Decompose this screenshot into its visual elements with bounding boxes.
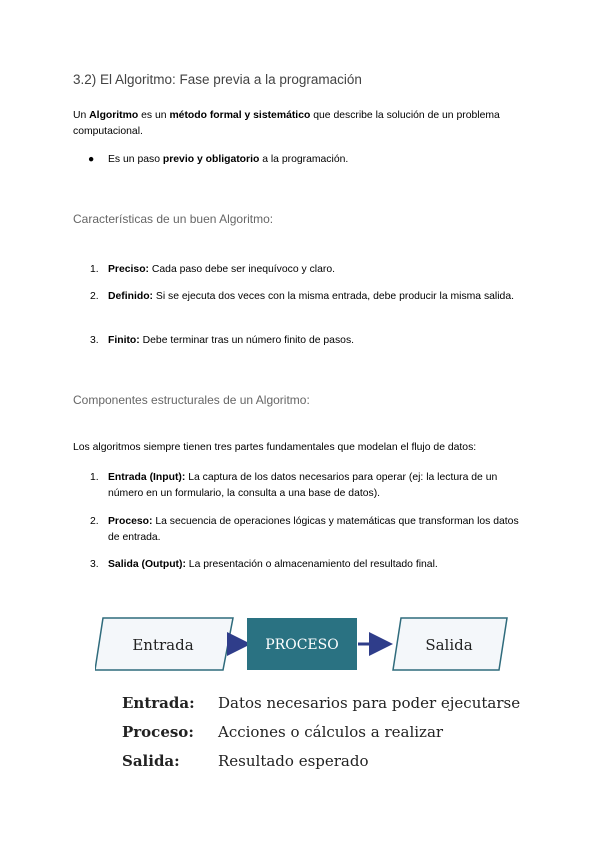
list-item xyxy=(90,470,530,501)
characteristics-heading: Características de un buen Algoritmo: xyxy=(73,212,274,226)
definition-term: Entrada: xyxy=(122,694,195,712)
output-label: Salida xyxy=(425,636,473,654)
intro-term: Algoritmo xyxy=(89,110,139,121)
list-number: 1. xyxy=(90,264,99,275)
list-item-term: Finito: xyxy=(108,335,140,346)
list-number: 1. xyxy=(90,472,99,483)
list-item-text: Cada paso debe ser inequívoco y claro. xyxy=(149,264,336,275)
section-title: 3.2) El Algoritmo: Fase previa a la programación xyxy=(73,72,362,87)
definition-term: Salida: xyxy=(122,752,180,770)
list-item xyxy=(90,514,530,545)
components-lead: Los algoritmos siempre tienen tres partes fundamentales que modelan el flujo de datos: xyxy=(73,442,477,453)
input-label: Entrada xyxy=(132,636,194,654)
list-number: 3. xyxy=(90,335,99,346)
intro-term2: método formal y sistemático xyxy=(169,110,311,121)
process-label: PROCESO xyxy=(265,637,339,653)
list-number: 3. xyxy=(90,559,99,570)
bullet-bold: previo y obligatorio xyxy=(162,154,260,165)
components-heading: Componentes estructurales de un Algoritmo: xyxy=(73,393,310,407)
list-item xyxy=(90,333,530,349)
definition-text: Resultado esperado xyxy=(218,752,369,770)
list-item-text: La presentación o almacenamiento del resultado final. xyxy=(185,559,438,570)
list-item-term: Salida (Output): xyxy=(108,559,186,570)
bullet-post: a la programación. xyxy=(259,154,349,165)
list-item-text: Si se ejecuta dos veces con la misma entrada, debe producir la misma salida. xyxy=(153,291,514,302)
list-number: 2. xyxy=(90,291,99,302)
bullet-dot: ● xyxy=(88,154,95,165)
list-item xyxy=(90,262,530,278)
flow-diagram xyxy=(95,616,515,672)
list-item-text: Debe terminar tras un número finito de pasos. xyxy=(139,335,355,346)
list-item-term: Definido: xyxy=(108,291,154,302)
intro-paragraph xyxy=(73,108,533,140)
list-item-term: Proceso: xyxy=(108,516,153,527)
list-number: 2. xyxy=(90,516,99,527)
definition-text: Acciones o cálculos a realizar xyxy=(218,723,444,741)
intro-mid: es un xyxy=(138,110,170,121)
list-item xyxy=(90,289,530,305)
list-item-term: Preciso: xyxy=(108,264,150,275)
definition-text: Datos necesarios para poder ejecutarse xyxy=(218,694,521,712)
bullet-pre: Es un paso xyxy=(108,154,163,165)
list-item-text: La captura de los datos necesarios para operar (ej: la lectura de un número en un formulario, la consulta a una base de datos). xyxy=(108,472,498,499)
list-item-term: Entrada (Input): xyxy=(108,472,186,483)
definition-term: Proceso: xyxy=(122,723,194,741)
intro-pre: Un xyxy=(73,110,90,121)
list-item xyxy=(90,557,530,573)
bullet-item xyxy=(88,152,348,168)
intro-post: que describe la solución de un problema computacional. xyxy=(73,110,500,137)
list-item-text: La secuencia de operaciones lógicas y matemáticas que transforman los datos de entrada. xyxy=(108,516,519,543)
